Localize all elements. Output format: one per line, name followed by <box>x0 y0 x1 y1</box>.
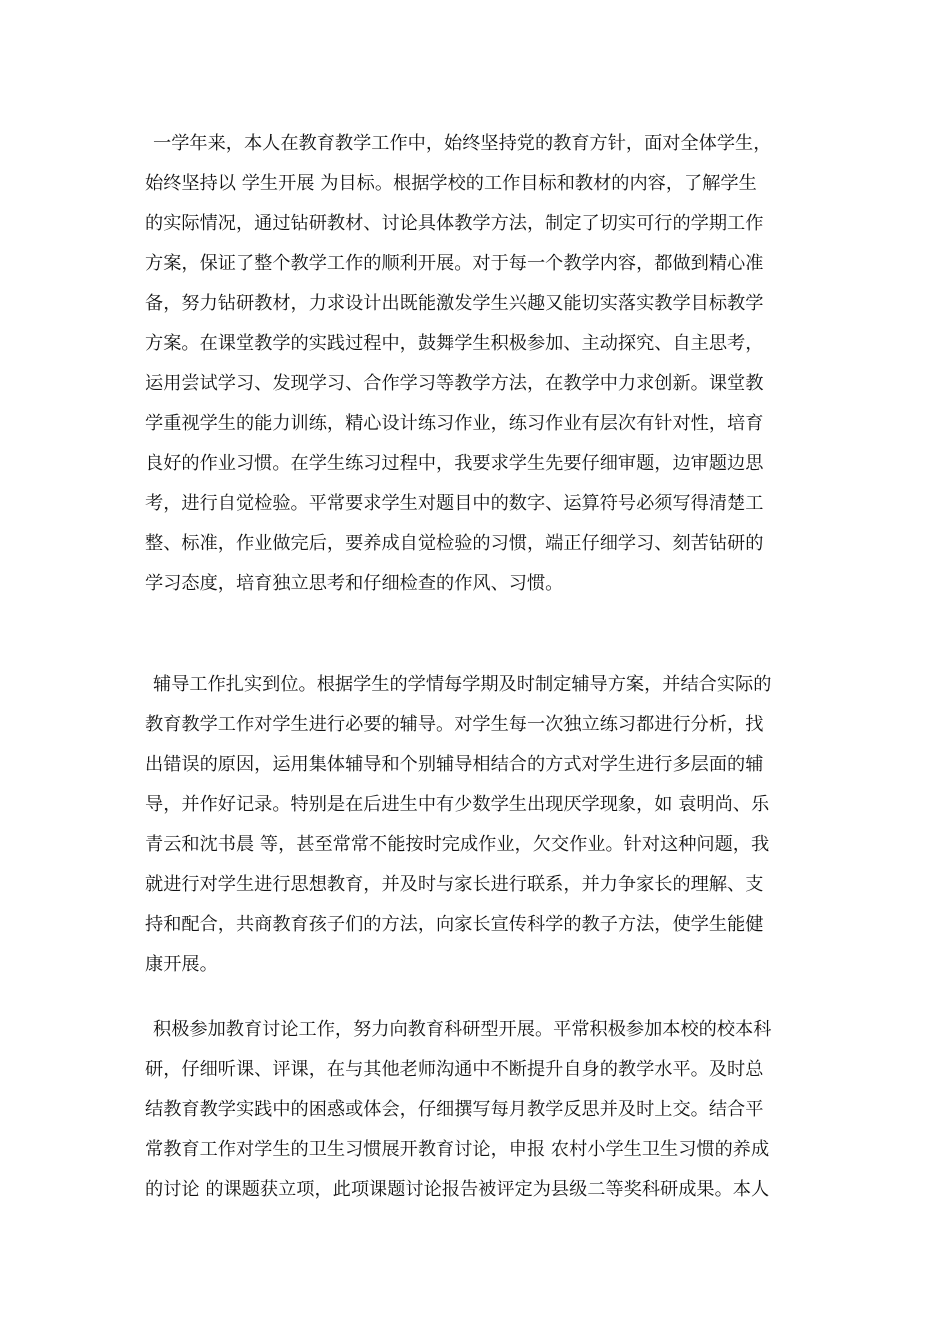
text-line: 就进行对学生进行思想教育，并及时与家长进行联系，并力争家长的理解、支 <box>145 874 764 895</box>
text-line: 学习态度，培育独立思考和仔细检查的作风、习惯。 <box>145 573 564 594</box>
text-line: 康开展。 <box>145 954 218 975</box>
text-line: 方案，保证了整个教学工作的顺利开展。对于每一个教学内容，都做到精心准 <box>145 253 764 274</box>
paragraph-tutoring-work <box>145 665 805 985</box>
text-line: 整、标准，作业做完后，要养成自觉检验的习惯，端正仔细学习、刻苦钻研的 <box>145 533 764 554</box>
paragraph-research-work <box>145 1010 805 1210</box>
text-line: 导，并作好记录。特别是在后进生中有少数学生出现厌学现象，如 袁明尚、乐 <box>145 794 770 815</box>
text-line: 的讨论 的课题获立项，此项课题讨论报告被评定为县级二等奖科研成果。本人 <box>145 1179 770 1200</box>
text-line: 出错误的原因，运用集体辅导和个别辅导相结合的方式对学生进行多层面的辅 <box>145 754 764 775</box>
text-line: 教育教学工作对学生进行必要的辅导。对学生每一次独立练习都进行分析，找 <box>145 714 764 735</box>
text-line: 运用尝试学习、发现学习、合作学习等教学方法，在教学中力求创新。课堂教 <box>145 373 764 394</box>
text-line: 良好的作业习惯。在学生练习过程中，我要求学生先要仔细审题，边审题边思 <box>145 453 764 474</box>
text-line: 持和配合，共商教育孩子们的方法，向家长宣传科学的教子方法，使学生能健 <box>145 914 764 935</box>
paragraph-teaching-work <box>145 124 805 604</box>
text-line: 辅导工作扎实到位。根据学生的学情每学期及时制定辅导方案，并结合实际的 <box>153 674 772 695</box>
text-line: 始终坚持以 学生开展 为目标。根据学校的工作目标和教材的内容，了解学生 <box>145 173 757 194</box>
text-line: 一学年来，本人在教育教学工作中，始终坚持党的教育方针，面对全体学生， <box>153 133 772 154</box>
text-line: 青云和沈书晨 等，甚至常常不能按时完成作业，欠交作业。针对这种问题，我 <box>145 834 770 855</box>
text-line: 研，仔细听课、评课，在与其他老师沟通中不断提升自身的教学水平。及时总 <box>145 1059 764 1080</box>
text-line: 考，进行自觉检验。平常要求学生对题目中的数字、运算符号必须写得清楚工 <box>145 493 764 514</box>
text-line: 学重视学生的能力训练，精心设计练习作业，练习作业有层次有针对性，培育 <box>145 413 764 434</box>
text-line: 的实际情况，通过钻研教材、讨论具体教学方法，制定了切实可行的学期工作 <box>145 213 764 234</box>
text-line: 常教育工作对学生的卫生习惯展开教育讨论，申报 农村小学生卫生习惯的养成 <box>145 1139 770 1160</box>
text-line: 方案。在课堂教学的实践过程中，鼓舞学生积极参加、主动探究、自主思考， <box>145 333 764 354</box>
text-line: 结教育教学实践中的困惑或体会，仔细撰写每月教学反思并及时上交。结合平 <box>145 1099 764 1120</box>
text-line: 备，努力钻研教材，力求设计出既能激发学生兴趣又能切实落实教学目标教学 <box>145 293 764 314</box>
text-line: 积极参加教育讨论工作，努力向教育科研型开展。平常积极参加本校的校本科 <box>153 1019 772 1040</box>
